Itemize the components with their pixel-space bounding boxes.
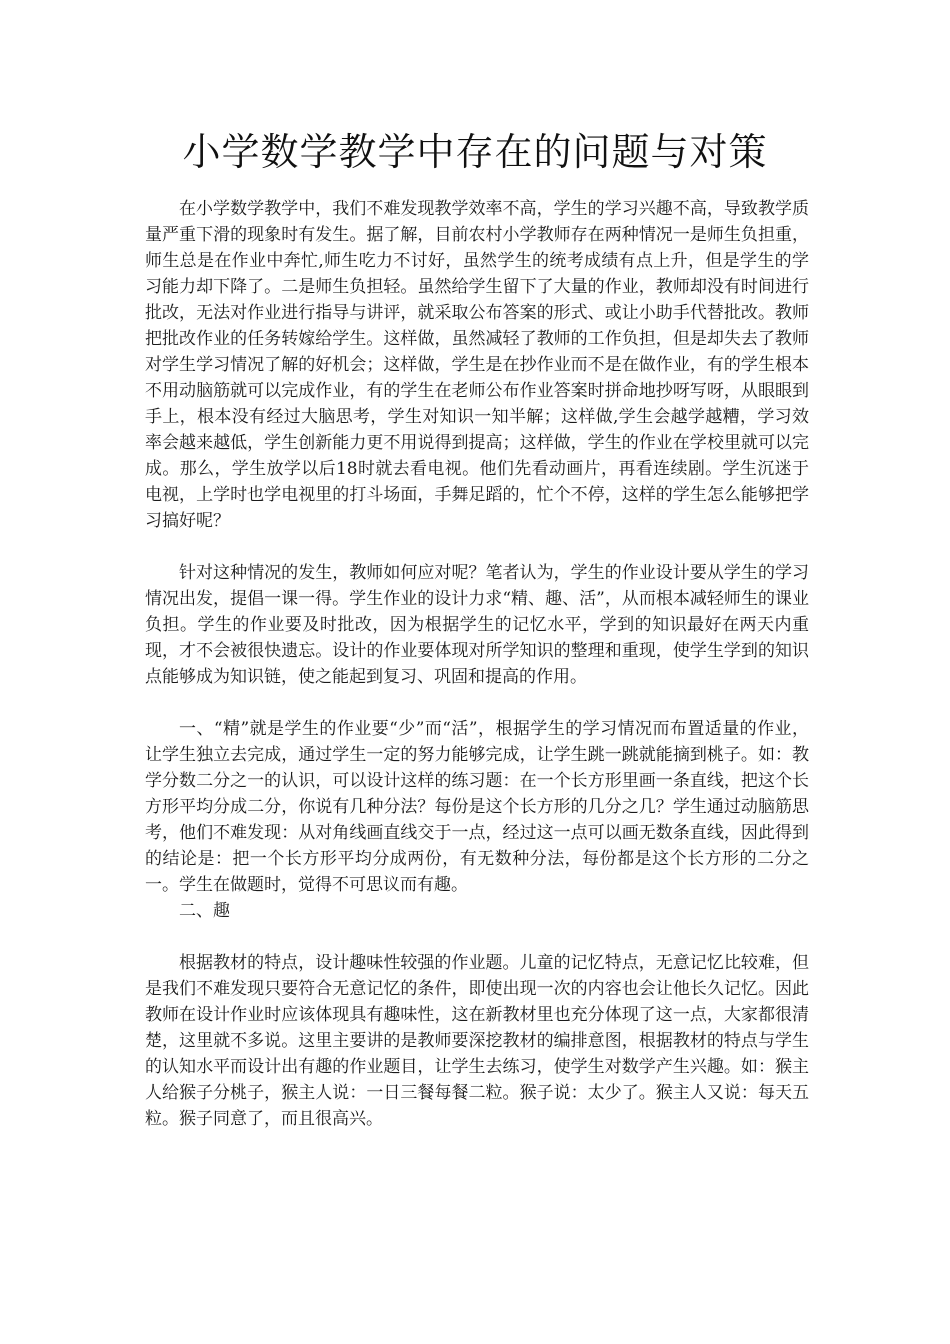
paragraph-section-qu: 根据教材的特点，设计趣味性较强的作业题。儿童的记忆特点，无意记忆比较难，但是我们不难发现只要符合无意记忆的条件，即使出现一次的内容也会让他长久记忆。因此教师在设计作业时应该体现具有趣味性，这在新教材里也充分体现了这一点，大家都很清楚，这里就不多说。这里主要讲的是教师要深挖教材的编排意图，根据教材的特点与学生的认知水平而设计出有趣的作业题目，让学生去练习，使学生对数学产生兴趣。如：猴主人给猴子分桃子，猴主人说：一日三餐每餐二粒。猴子说：太少了。猴主人又说：每天五粒。猴子同意了，而且很高兴。 <box>145 953 809 1129</box>
paragraph-section-jing: 一、“精”就是学生的作业要“少”而“活”，根据学生的学习情况而布置适量的作业，让学生独立去完成，通过学生一定的努力能够完成，让学生跳一跳就能摘到桃子。如：教学分数二分之一的认识，可以设计这样的练习题：在一个长方形里画一条直线，把这个长方形平均分成二分，你说有几种分法？每份是这个长方形的几分之几？学生通过动脑筋思考，他们不难发现：从对角线画直线交于一点，经过这一点可以画无数条直线，因此得到的结论是：把一个长方形平均分成两份，有无数种分法，每份都是这个长方形的二分之一。学生在做题时，觉得不可思议而有趣。 <box>145 719 809 895</box>
section-heading-qu: 二、趣 <box>179 901 230 921</box>
paragraph-intro: 在小学数学教学中，我们不难发现教学效率不高，学生的学习兴趣不高，导致教学质量严重下滑的现象时有发生。据了解，目前农村小学教师存在两种情况一是师生负担重，师生总是在作业中奔忙,师生吃力不讨好，虽然学生的统考成绩有点上升，但是学生的学习能力却下降了。二是师生负担轻。虽然给学生留下了大量的作业，教师却没有时间进行批改，无法对作业进行指导与讲评，就采取公布答案的形式、或让小助手代替批改。教师把批改作业的任务转嫁给学生。这样做，虽然减轻了教师的工作负担，但是却失去了教师对学生学习情况了解的好机会；这样做，学生是在抄作业而不是在做作业，有的学生根本不用动脑筋就可以完成作业，有的学生在老师公布作业答案时拼命地抄呀写呀，从眼眼到手上，根本没有经过大脑思考，学生对知识一知半解；这样做,学生会越学越糟，学习效率会越来越低，学生创新能力更不用说得到提高；这样做，学生的作业在学校里就可以完成。那么，学生放学以后18时就去看电视。他们先看动画片，再看连续剧。学生沉迷于电视，上学时也学电视里的打斗场面，手舞足蹈的，忙个不停，这样的学生怎么能够把学习搞好呢？ <box>145 199 809 531</box>
paragraph-response: 针对这种情况的发生，教师如何应对呢？笔者认为，学生的作业设计要从学生的学习情况出发，提倡一课一得。学生作业的设计力求“精、趣、活”，从而根本减轻师生的课业负担。学生的作业要及时批改，因为根据学生的记忆水平，学到的知识最好在两天内重现，才不会被很快遗忘。设计的作业要体现对所学知识的整理和重现，使学生学到的知识点能够成为知识链，使之能起到复习、巩固和提高的作用。 <box>145 563 809 687</box>
document-body <box>145 196 809 1132</box>
page-title: 小学数学教学中存在的问题与对策 <box>182 130 768 174</box>
